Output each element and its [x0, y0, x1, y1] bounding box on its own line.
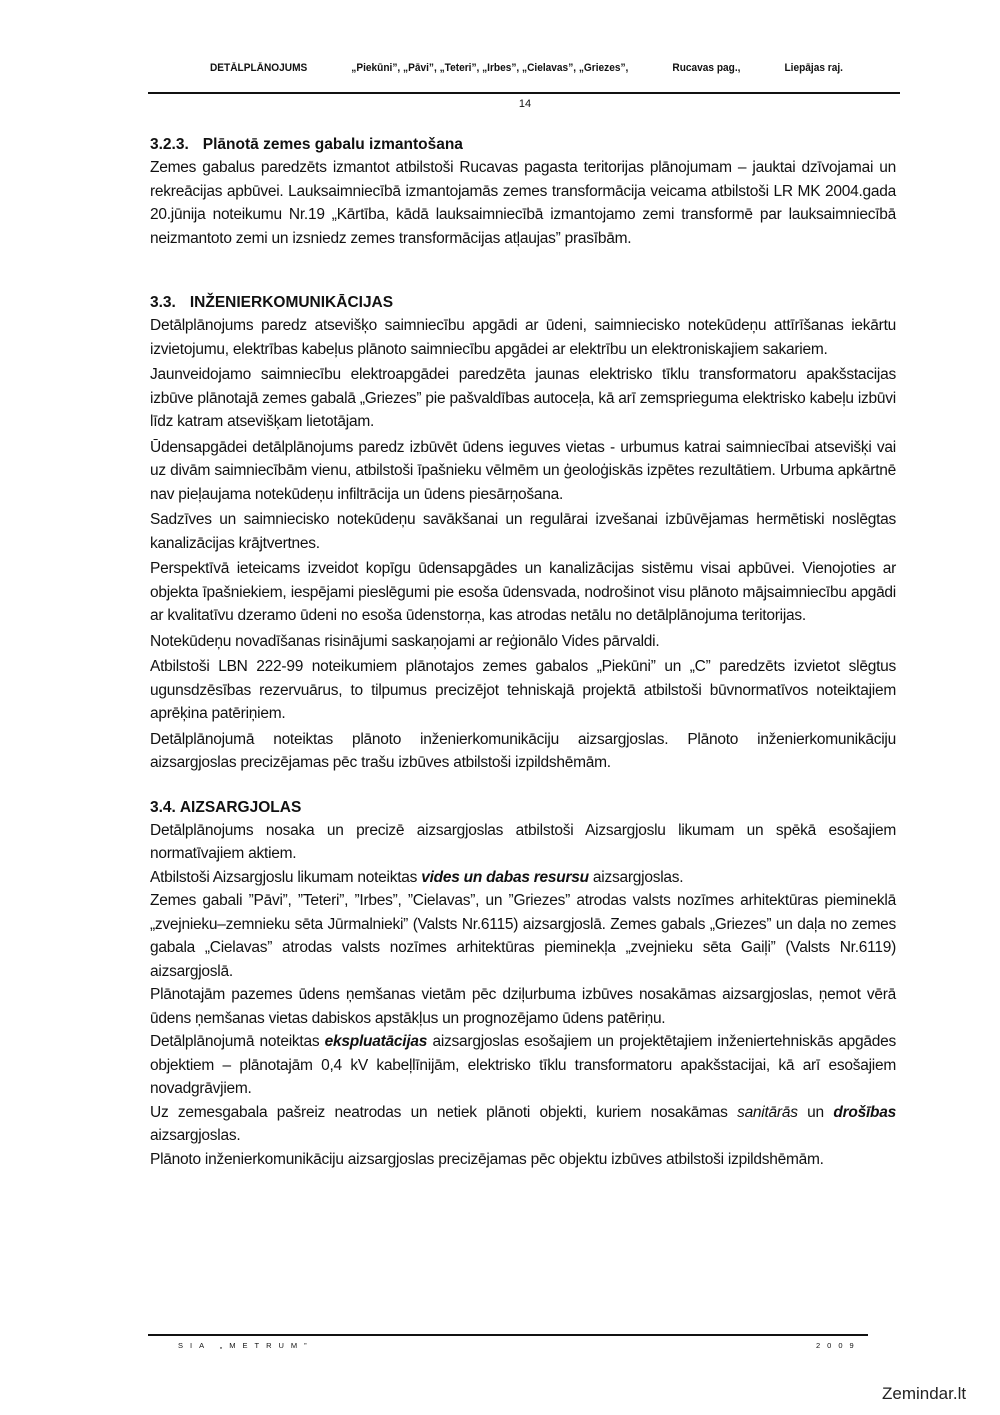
paragraph: Detālplānojumā noteiktas plānoto inženierkomunikāciju aizsargjoslas. Plānoto inženierkomunikāciju aizsargjoslas precizējamas pēc trašu izbūves atbilstoši izpildshēmām. — [150, 730, 896, 771]
header-doc-type: DETĀLPLĀNOJUMS — [210, 62, 308, 74]
section-number: 3.3. — [150, 294, 176, 311]
paragraph: Jaunveidojamo saimniecību elektroapgādei paredzēta jaunas elektrisko tīklu transformatoru apakšstacijas izbūve plānotajā zemes gabalā „Griezes” pie pašvaldības autoceļa, kā arī zemsprieguma elektrisko kabeļu izbūvi līdz katram atsevišķam lietotājam. — [150, 366, 896, 430]
section-number: 3.2.3. — [150, 136, 189, 153]
section-title: AIZSARGJOLAS — [179, 798, 302, 816]
section-heading-3-4 — [150, 797, 896, 819]
section-number: 3.4. — [150, 798, 176, 816]
paragraph: Sadzīves un saimniecisko notekūdeņu savākšanai un regulārai izvešanai izbūvējamas hermētiski noslēgtas kanalizācijas krājtvertnes. — [150, 511, 896, 552]
emphasis-text: drošības — [833, 1103, 896, 1121]
paragraph: Plānoto inženierkomunikāciju aizsargjoslas precizējamas pēc objektu izbūves atbilstoši izpildshēmām. — [150, 1150, 824, 1168]
document-body — [150, 134, 896, 1171]
section-heading-3-3 — [150, 292, 896, 314]
text-run: aizsargjoslas. — [150, 1127, 241, 1144]
text-run: Atbilstoši Aizsargjoslu likumam noteiktas — [150, 868, 422, 886]
spacer — [150, 775, 896, 797]
text-run: Detālplānojumā noteiktas — [150, 1033, 325, 1050]
emphasis-text: ekspluatācijas — [324, 1033, 428, 1050]
header-rule — [148, 92, 900, 94]
header-parcels: „Piekūni”, „Pāvi”, „Teteri”, „Irbes”, „Cielavas”, „Griezes”, — [351, 62, 629, 74]
watermark: Zemindar.lt — [882, 1384, 967, 1403]
paragraph: Ūdensapgādei detālplānojums paredz izbūvēt ūdens ieguves vietas - urbumus katrai saimniecībai atsevišķi vai uz divām saimniecībām vienu, atbilstoši īpašnieku vēlmēm un ģeoloģiskās izpētes rezultātiem. Urbuma apkārtnē nav pieļaujama notekūdeņu infiltrācija un ūdens piesārņošana. — [150, 438, 896, 503]
paragraph — [150, 1030, 896, 1101]
paragraph: Perspektīvā ieteicams izveidot kopīgu ūdensapgādes un kanalizācijas sistēmu visai apbūvei. Vienojoties ar objekta īpašniekiem, iespējami pieslēgumi pie esoša ūdensvada, nodrošinot visu plānoto mājsaimniecību apgādi ar kvalitatīvu dzeramo ūdeni no esoša ūdenstorņa, kas atrodas netālu no detālplānojuma teritorijas. — [150, 560, 896, 624]
text-run: aizsargjoslas. — [588, 868, 684, 886]
paragraph: Zemes gabali ”Pāvi”, ”Teteri”, ”Irbes”, ”Cielavas”, un ”Griezes” atrodas valsts nozīmes arhitektūras piemineklā „zvejnieku–zemnieku sēta Jūrmalnieki” (Valsts Nr.6115) aizsargjoslā. Zemes gabals „Griezes” un daļa no zemes gabala „Cielavas” atrodas valsts nozīmes arhitektūras pieminekļa „zvejnieku sēta Gaiļi” (Valsts Nr.6119) aizsargjoslā. — [150, 892, 896, 980]
page-header — [210, 62, 843, 74]
paragraph — [150, 1101, 896, 1148]
paragraph: Notekūdeņu novadīšanas risinājumi saskaņojami ar reģionālo Vides pārvaldi. — [150, 632, 660, 650]
paragraph: Atbilstoši LBN 222-99 noteikumiem plānotajos zemes gabalos „Piekūni” un „C” paredzēts izvietot slēgtus ugunsdzēsības rezervuārus, to tilpumus precizējot tehniskajā projektā atbilstoši būvnormatīvos noteiktajiem aprēķina patēriņiem. — [150, 658, 896, 722]
section-title: Plānotā zemes gabalu izmantošana — [202, 136, 463, 153]
header-parish: Rucavas pag., — [672, 62, 741, 74]
text-run: un — [797, 1103, 834, 1121]
footer-year: 2009 — [816, 1341, 861, 1350]
footer-company: SIA „METRUM” — [178, 1341, 314, 1350]
paragraph: Detālplānojums nosaka un precizē aizsargjoslas atbilstoši Aizsargjoslu likumam un spēkā esošajiem normatīvajiem aktiem. — [150, 821, 896, 862]
page-number: 14 — [518, 98, 532, 110]
emphasis-text: vides un dabas resursu — [421, 868, 589, 886]
emphasis-text: sanitārās — [737, 1103, 798, 1121]
paragraph: Detālplānojums paredz atsevišķo saimniecību apgādi ar ūdeni, saimniecisko notekūdeņu attīrīšanas iekārtu izvietojumu, elektrības kabeļus plānoto saimniecību apgādei ar elektrību un elektroniskajiem sakariem. — [150, 317, 896, 358]
paragraph: Zemes gabalus paredzēts izmantot atbilstoši Rucavas pagasta teritorijas plānojumam – jauktai dzīvojamai un rekreācijas apbūvei. Lauksaimniecībā izmantojamās zemes transformācija veicama atbilstoši LR MK 2004.gada 20.jūnija noteikumu Nr.19 „Kārtība, kādā lauksaimniecībā izmantojamo zemi transformē par lauksaimniecībā neizmantoto zemi un izsniedz zemes transformācijas atļaujas” prasībām. — [150, 159, 896, 247]
paragraph: Plānotajām pazemes ūdens ņemšanas vietām pēc dziļurbuma izbūves nosakāmas aizsargjoslas, ņemot vērā ūdens ņemšanas vietas dabiskos apstākļus un prognozējamo ūdens patēriņu. — [150, 986, 896, 1027]
text-run: aizsargjoslas esošajiem un projektētajiem inženiertehniskās apgādes objektiem – plānotajām 0,4 kV kabeļlīnijām, elektrisko tīklu transformatoru apakšstacijai, kā arī esošajiem novadgrāvjiem. — [150, 1033, 896, 1097]
spacer — [150, 250, 896, 292]
paragraph — [150, 866, 896, 890]
header-district: Liepājas raj. — [784, 62, 843, 74]
text-run: Uz zemesgabala pašreiz neatrodas un netiek plānoti objekti, kuriem nosakāmas — [150, 1103, 738, 1121]
footer-rule — [148, 1334, 868, 1336]
section-heading-3-2-3 — [150, 134, 896, 156]
section-title: INŽENIERKOMUNIKĀCIJAS — [189, 294, 394, 311]
